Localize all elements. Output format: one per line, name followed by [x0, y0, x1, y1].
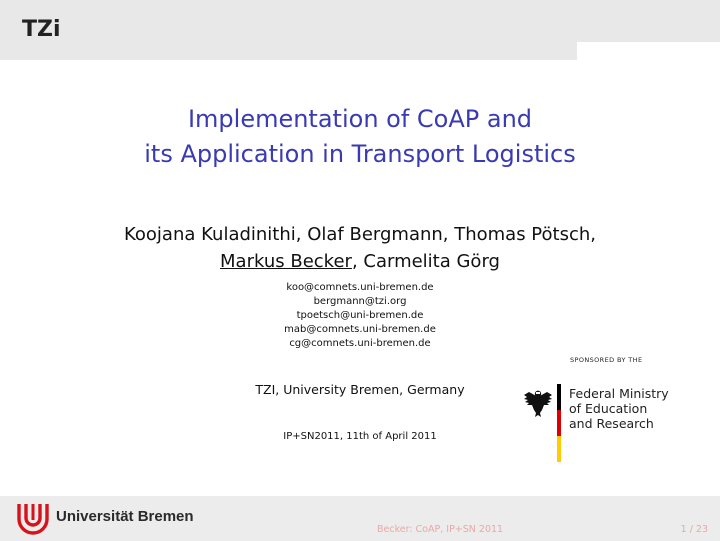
footer-bar: [0, 496, 720, 541]
ministry-name: [569, 386, 669, 431]
email-item: bergmann@tzi.org: [313, 296, 407, 307]
flag-stripes: [557, 384, 561, 462]
title-line-2: its Application in Transport Logistics: [144, 140, 576, 168]
sponsored-by-label: SPONSORED BY THE: [570, 356, 643, 364]
footline: Becker: CoAP, IP+SN 2011: [377, 524, 504, 535]
ministry-line-3: and Research: [569, 416, 654, 431]
tzi-logo-icon: [22, 16, 62, 40]
event-date: IP+SN2011, 11th of April 2011: [283, 431, 437, 442]
flag-stripe-red: [557, 410, 561, 436]
email-item: mab@comnets.uni-bremen.de: [284, 324, 436, 335]
svg-text:TZi: TZi: [22, 17, 61, 40]
authors: [0, 221, 720, 275]
flag-stripe-gold: [557, 436, 561, 462]
ministry-line-2: of Education: [569, 401, 648, 416]
affiliation: TZI, University Bremen, Germany: [255, 382, 465, 397]
slide-title: [0, 102, 720, 172]
email-item: tpoetsch@uni-bremen.de: [296, 310, 424, 321]
flag-stripe-black: [557, 384, 561, 410]
presenter-name: Markus Becker: [220, 251, 352, 272]
sponsor-logo: [520, 356, 710, 466]
university-bremen-logo-icon: [16, 501, 50, 535]
header-bar: [0, 0, 720, 60]
authors-line-1: Koojana Kuladinithi, Olaf Bergmann, Thomas Pötsch,: [124, 224, 596, 245]
federal-eagle-icon: [523, 386, 553, 418]
email-item: koo@comnets.uni-bremen.de: [286, 282, 434, 293]
authors-line-2: [0, 248, 720, 275]
email-item: cg@comnets.uni-bremen.de: [289, 338, 431, 349]
ministry-line-1: Federal Ministry: [569, 386, 669, 401]
page-indicator: 1 / 23: [680, 524, 708, 535]
email-list: [0, 281, 720, 351]
authors-line-2-rest: , Carmelita Görg: [351, 251, 500, 272]
title-line-1: Implementation of CoAP and: [187, 105, 533, 133]
university-name: Universität Bremen: [56, 508, 194, 525]
header-notch: [577, 42, 720, 60]
